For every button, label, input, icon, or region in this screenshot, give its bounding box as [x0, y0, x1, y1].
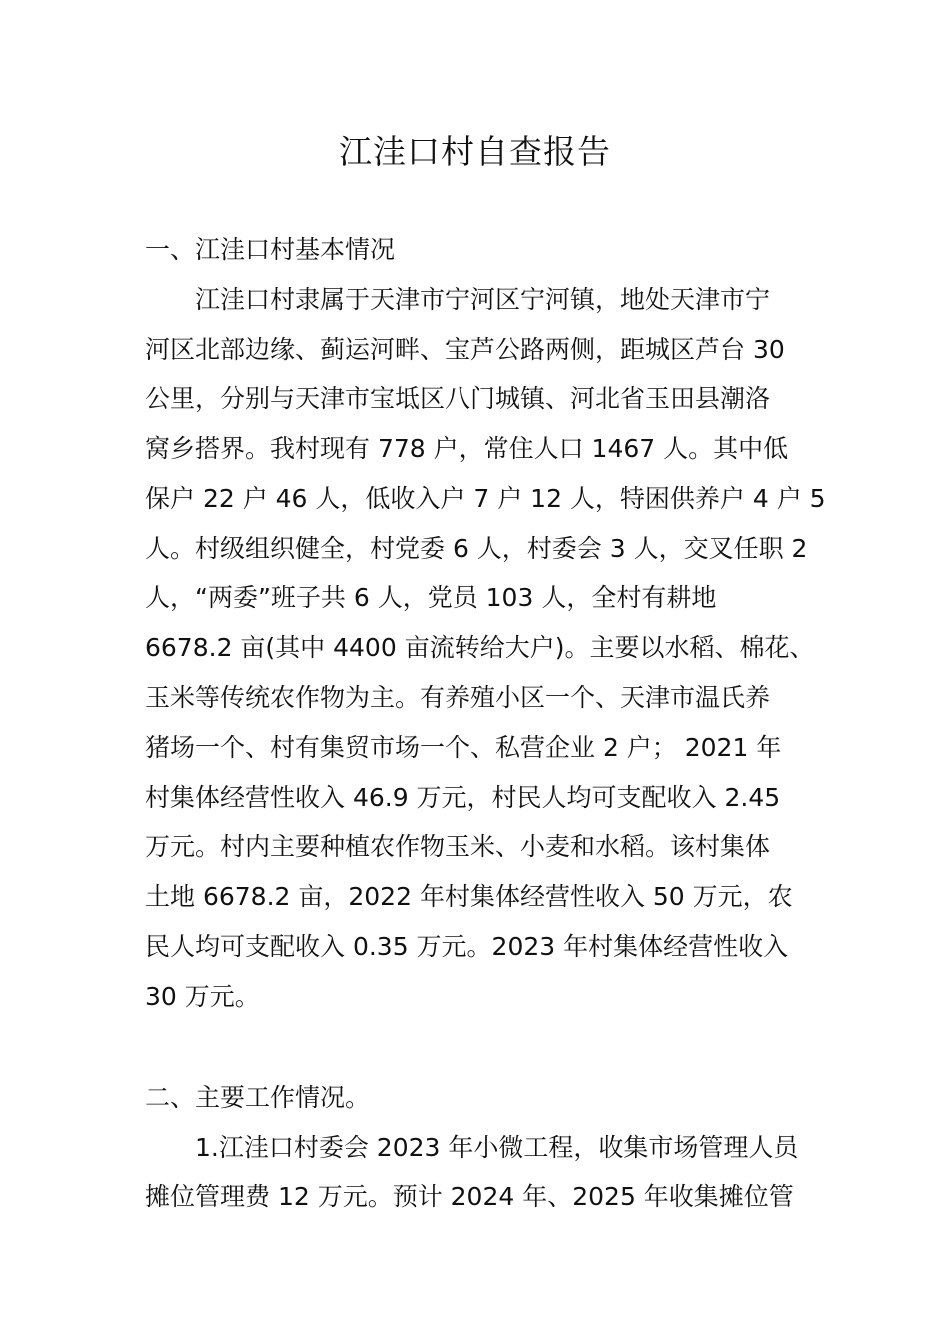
section-2-heading: 二、主要工作情况。	[145, 1083, 371, 1112]
section-1-line: 江洼口村隶属于天津市宁河区宁河镇，地处天津市宁	[145, 285, 771, 314]
section-2-line: 1.江洼口村委会 2023 年小微工程，收集市场管理人员	[145, 1133, 799, 1162]
section-1-line: 猪场一个、村有集贸市场一个、私营企业 2 户； 2021 年	[145, 733, 782, 762]
section-1-line: 6678.2 亩(其中 4400 亩流转给大户)。主要以水稻、棉花、	[145, 633, 815, 662]
section-1-line: 民人均可支配收入 0.35 万元。2023 年村集体经营性收入	[145, 932, 789, 961]
section-1-line: 村集体经营性收入 46.9 万元，村民人均可支配收入 2.45	[145, 783, 781, 812]
section-1-line: 土地 6678.2 亩，2022 年村集体经营性收入 50 万元，农	[145, 882, 793, 911]
section-1-line: 保户 22 户 46 人，低收入户 7 户 12 人，特困供养户 4 户 5	[145, 484, 826, 513]
section-1-line: 30 万元。	[145, 982, 260, 1011]
section-1-line: 玉米等传统农作物为主。有养殖小区一个、天津市温氏养	[145, 683, 771, 712]
section-1-line: 人。村级组织健全，村党委 6 人，村委会 3 人，交叉任职 2	[145, 534, 808, 563]
section-1-line: 万元。村内主要种植农作物玉米、小麦和水稻。该村集体	[145, 832, 771, 861]
section-1-line: 窝乡搭界。我村现有 778 户，常住人口 1467 人。其中低	[145, 434, 789, 463]
document-title: 江洼口村自查报告	[339, 132, 611, 171]
section-1-line: 河区北部边缘、蓟运河畔、宝芦公路两侧，距城区芦台 30	[145, 335, 785, 364]
section-2-line: 摊位管理费 12 万元。预计 2024 年、2025 年收集摊位管	[145, 1182, 794, 1211]
section-1-line: 公里，分别与天津市宝坻区八门城镇、河北省玉田县潮洛	[145, 384, 771, 413]
section-1-heading: 一、江洼口村基本情况	[145, 235, 396, 264]
section-1-line: 人，“两委”班子共 6 人，党员 103 人，全村有耕地	[145, 583, 717, 612]
